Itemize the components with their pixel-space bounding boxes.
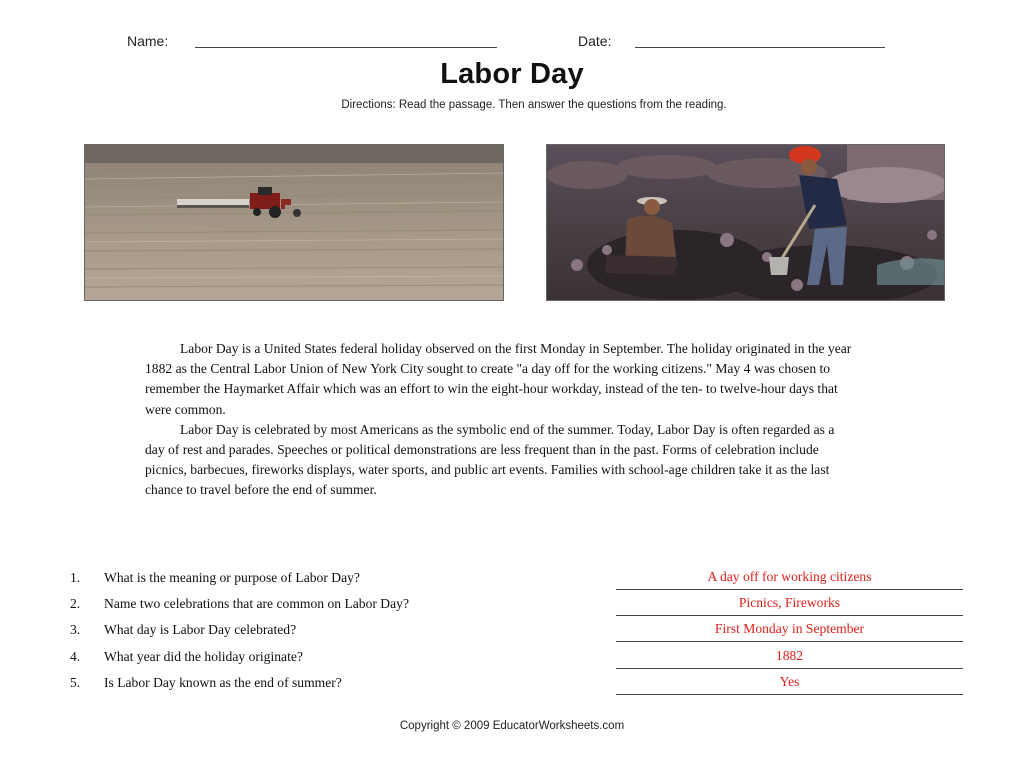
question-number: 2.	[70, 596, 81, 611]
answer-text[interactable]: 1882	[775, 648, 804, 663]
question-number: 4.	[70, 649, 81, 664]
answer-text[interactable]: Picnics, Fireworks	[738, 595, 841, 610]
reading-passage	[145, 339, 857, 501]
question-text: Is Labor Day known as the end of summer?	[104, 675, 342, 690]
answer-text[interactable]: Yes	[779, 674, 800, 689]
question-row	[0, 675, 1024, 697]
copyright-text: Copyright © 2009 EducatorWorksheets.com	[399, 720, 625, 732]
date-field[interactable]	[635, 47, 885, 48]
name-field[interactable]	[195, 47, 497, 48]
question-number: 1.	[70, 570, 81, 585]
directions-text: Directions: Read the passage. Then answer the questions from the reading.	[341, 99, 727, 111]
passage-paragraph: Labor Day is a United States federal holiday observed on the first Monday in September. The holiday originated in the year 1882 as the Central Labor Union of New York City sought to create "a day off for the working citizens." May 4 was chosen to remember the Haymarket Affair which was an effort to win the eight-hour workday, instead of the ten- to twelve-hour days that were common.	[145, 341, 852, 417]
passage-paragraph: Labor Day is celebrated by most Americans as the symbolic end of the summer. Today, Labor Day is often regarded as a day of rest and parades. Speeches or political demonstrations are less frequent than in the past. Forms of celebration include picnics, barbecues, fireworks displays, water sports, and public art events. Families with school-age children take it as the last chance to travel before the end of summer.	[145, 421, 835, 498]
question-text: Name two celebrations that are common on Labor Day?	[104, 596, 409, 611]
date-label: Date:	[578, 33, 612, 49]
question-number: 3.	[70, 622, 81, 637]
question-row	[0, 622, 1024, 644]
answer-text[interactable]: First Monday in September	[714, 621, 865, 636]
tractor-field-photo	[84, 144, 504, 301]
workers-digging-photo	[546, 144, 945, 301]
answer-line	[616, 615, 963, 616]
question-number: 5.	[70, 675, 81, 690]
answer-line	[616, 641, 963, 642]
question-row	[0, 570, 1024, 592]
question-text: What year did the holiday originate?	[104, 649, 303, 664]
question-text: What is the meaning or purpose of Labor Day?	[104, 570, 360, 585]
page-title: Labor Day	[440, 58, 584, 90]
name-label: Name:	[127, 33, 169, 49]
answer-line	[616, 694, 963, 695]
question-row	[0, 596, 1024, 618]
answer-line	[616, 589, 963, 590]
answer-line	[616, 668, 963, 669]
question-row	[0, 649, 1024, 671]
question-text: What day is Labor Day celebrated?	[104, 622, 297, 637]
answer-text[interactable]: A day off for working citizens	[707, 569, 872, 584]
